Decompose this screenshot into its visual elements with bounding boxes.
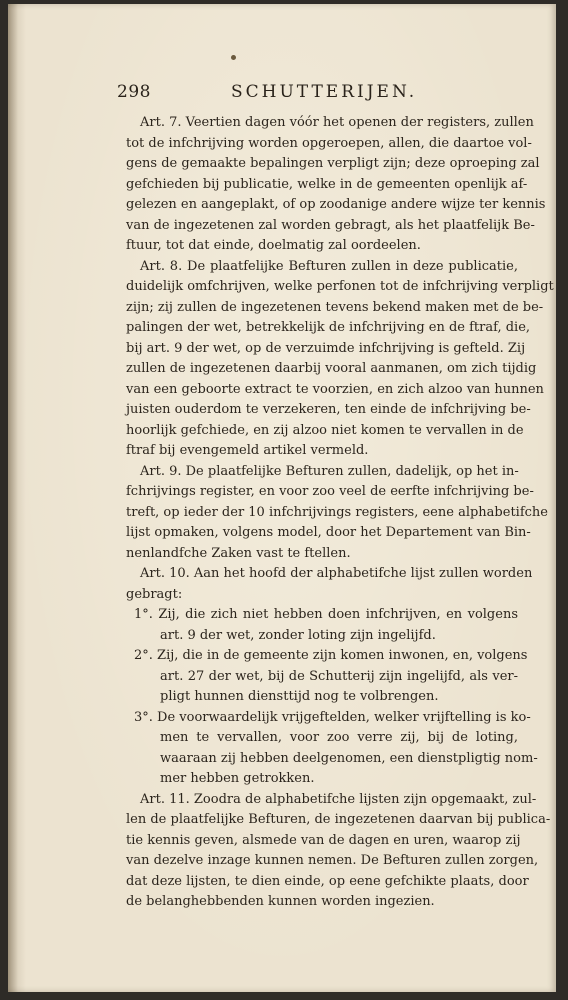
text-line: 2°. Zij, die in de gemeente zijn komen inwonen, en, volgens xyxy=(134,648,528,663)
text-line: nenlandfche Zaken vast te ftellen. xyxy=(126,545,351,561)
running-title: SCHUTTERIJEN. xyxy=(231,82,418,102)
text-line: men te vervallen, voor zoo verre zij, bij de loting, xyxy=(160,730,518,745)
text-line: art. 9 der wet, zonder loting zijn ingelijfd. xyxy=(160,627,436,643)
text-line: mer hebben getrokken. xyxy=(160,771,315,786)
page-number: 298 xyxy=(117,82,151,102)
text-line: van dezelve inzage kunnen nemen. De Befturen zullen zorgen, xyxy=(126,853,539,868)
text-line: gens de gemaakte bepalingen verpligt zijn; deze oproeping zal xyxy=(126,156,540,171)
text-line: van de ingezetenen zal worden gebragt, als het plaatfelijk Be- xyxy=(126,217,535,233)
text-line: tot de infchrijving worden opgeroepen, allen, die daartoe vol- xyxy=(126,135,532,151)
text-line: lijst opmaken, volgens model, door het Departement van Bin- xyxy=(126,525,531,540)
text-line: van een geboorte extract te voorzien, en zich alzoo van hunnen xyxy=(126,381,544,397)
text-line: ftraf bij evengemeld artikel vermeld. xyxy=(126,443,369,458)
text-line: gelezen en aangeplakt, of op zoodanige andere wijze ter kennis xyxy=(126,197,546,212)
text-line: Art. 9. De plaatfelijke Befturen zullen, dadelijk, op het in- xyxy=(140,463,519,479)
ink-spot xyxy=(231,55,236,60)
page-gutter-shadow xyxy=(8,4,18,992)
body-text xyxy=(126,113,554,913)
text-line: duidelijk omfchrijven, welke perfonen tot de infchrijving verpligt xyxy=(126,279,554,294)
text-line: waaraan zij hebben deelgenomen, een dienstpligtig nom- xyxy=(160,750,538,766)
text-line: ftuur, tot dat einde, doelmatig zal oordeelen. xyxy=(126,238,421,253)
text-line: pligt hunnen diensttijd nog te volbrengen. xyxy=(160,689,439,704)
text-line: art. 27 der wet, bij de Schutterij zijn ingelijfd, als ver- xyxy=(160,668,518,684)
text-line: 1°. Zij, die zich niet hebben doen infchrijven, en volgens xyxy=(134,607,518,622)
text-line: Art. 10. Aan het hoofd der alphabetifche lijst zullen worden xyxy=(140,566,533,581)
text-line: dat deze lijsten, te dien einde, op eene gefchikte plaats, door xyxy=(126,873,529,889)
text-line: de belanghebbenden kunnen worden ingezien. xyxy=(126,894,435,909)
text-line: Art. 8. De plaatfelijke Befturen zullen in deze publicatie, xyxy=(140,258,518,274)
text-line: palingen der wet, betrekkelijk de infchrijving en de ftraf, die, xyxy=(126,320,531,335)
text-line: zijn; zij zullen de ingezetenen tevens bekend maken met de be- xyxy=(126,299,544,315)
text-line: 3°. De voorwaardelijk vrijgeftelden, welker vrijftelling is ko- xyxy=(134,709,531,725)
text-line: hoorlijk gefchiede, en zij alzoo niet komen te vervallen in de xyxy=(126,422,524,438)
text-line: bij art. 9 der wet, op de verzuimde infchrijving is gefteld. Zij xyxy=(126,340,526,356)
text-line: treft, op ieder der 10 infchrijvings registers, eene alphabetifche xyxy=(126,504,548,520)
text-line: fchrijvings register, en voor zoo veel de eerfte infchrijving be- xyxy=(126,484,534,499)
text-line: gefchieden bij publicatie, welke in de gemeenten openlijk af- xyxy=(126,176,528,192)
text-line: tie kennis geven, alsmede van de dagen en uren, waarop zij xyxy=(126,832,521,848)
text-line: len de plaatfelijke Befturen, de ingezetenen daarvan bij publica- xyxy=(126,812,551,827)
text-line: gebragt: xyxy=(126,586,183,602)
text-line: juisten ouderdom te verzekeren, ten einde de infchrijving be- xyxy=(126,402,531,417)
text-line: Art. 11. Zoodra de alphabetifche lijsten zijn opgemaakt, zul- xyxy=(140,791,537,807)
page-header xyxy=(117,82,517,106)
text-line: Art. 7. Veertien dagen vóór het openen der registers, zullen xyxy=(140,115,534,130)
text-line: zullen de ingezetenen daarbij vooral aanmanen, om zich tijdig xyxy=(126,361,537,376)
